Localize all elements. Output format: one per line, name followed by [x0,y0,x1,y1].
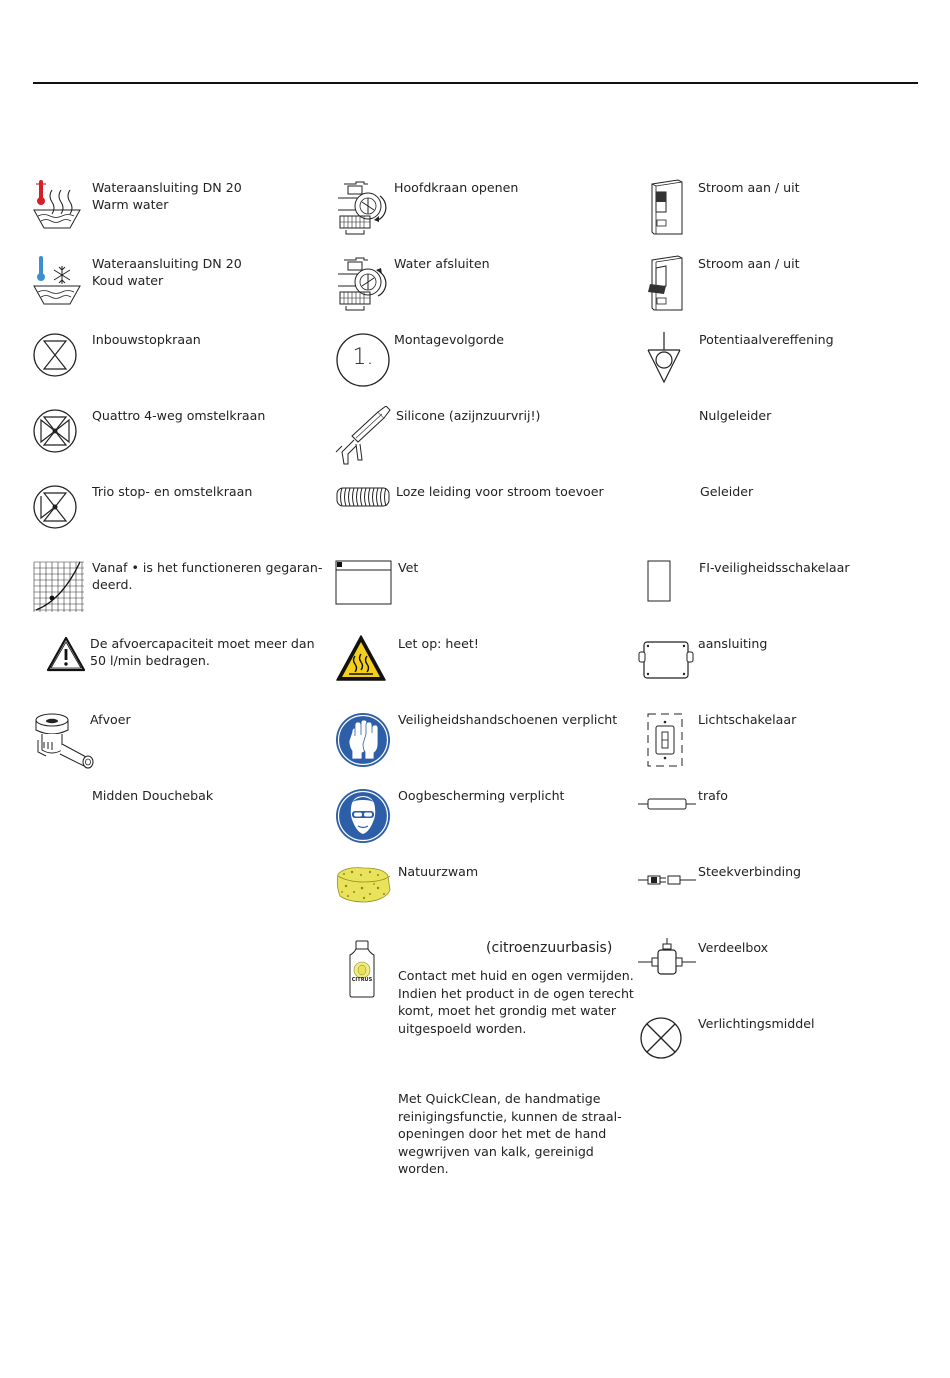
trio-valve-icon [32,484,78,530]
main-tap-close-icon [334,256,388,312]
main-tap-open-icon [334,180,388,236]
vanaf-label-1: Vanaf • is het functioneren gegaran- [92,560,323,575]
citroen-text-line-2: Indien het product in de ogen terecht [398,985,634,1001]
citroen-text-line-3: komt, moet het grondig met water [398,1003,617,1018]
cold-water-label-1: Wateraansluiting DN 20 [92,256,242,271]
potentiaal-label: Potentiaalvereffening [699,332,834,347]
quickclean-text-line-2: reinigingsfunctie, kunnen de straal- [398,1108,622,1124]
midden-douchebak-label: Midden Douchebak [92,788,214,803]
grease-icon [335,560,393,606]
trafo-label: trafo [698,788,728,803]
afvoercapaciteit-label-2: 50 l/min bedragen. [90,653,210,668]
residual-current-breaker-icon [647,560,671,602]
geleider-label: Geleider [700,484,754,499]
sponge-icon [334,864,392,906]
transformer-icon [638,796,696,812]
silicone-gun-icon [334,406,394,466]
cold-water-icon [32,254,82,310]
natuurzwam-label: Natuurzwam [398,864,479,879]
hoofdkraan-label: Hoofdkraan openen [394,180,519,195]
power-on-switch-icon [640,178,686,236]
fi-label: FI-veiligheidsschakelaar [699,560,850,575]
nulgeleider-label: Nulgeleider [699,408,772,423]
assembly-order-number: 1. [352,345,374,370]
oogbescherming-label: Oogbescherming verplicht [398,788,565,803]
plug-connection-icon [638,872,696,888]
quickclean-text-line-5: worden. [398,1161,449,1176]
verlichtingsmiddel-label: Verlichtingsmiddel [698,1016,815,1031]
drain-icon [32,712,96,770]
inbouwstopkraan-label: Inbouwstopkraan [92,332,201,347]
cold-water-label-2: Koud water [92,273,164,288]
eye-protection-mandatory-icon [335,788,391,844]
citrus-bottle-label: CITRUS [351,977,373,983]
handschoenen-label: Veiligheidshandschoenen verplicht [398,712,618,727]
warm-water-icon [32,178,82,234]
power-off-switch-icon [640,254,686,312]
stop-valve-icon [32,332,78,378]
montagevolgorde-label: Montagevolgorde [394,332,505,347]
light-switch-icon [646,712,684,768]
warm-water-label-1: Wateraansluiting DN 20 [92,180,242,195]
citrus-bottle-icon [347,940,377,998]
quickclean-text [398,1090,622,1178]
top-rule [33,82,918,84]
silicone-label: Silicone (azijnzuurvrij!) [396,408,541,423]
water-afsluiten-label: Water afsluiten [394,256,490,271]
aansluiting-label: aansluiting [698,636,768,651]
warning-triangle-icon [46,636,86,672]
citroen-heading: (citroenzuurbasis) [486,940,613,956]
citroen-text-line-1: Contact met huid en ogen vermijden. [398,968,634,983]
citroen-text [398,967,634,1037]
equipotential-icon [644,330,684,386]
quickclean-text-line-4: wegwrijven van kalk, gereinigd [398,1143,594,1159]
afvoercapaciteit-label-1: De afvoercapaciteit moet meer dan [90,636,315,651]
quickclean-text-line-3: openingen door het met de hand [398,1126,607,1141]
pressure-graph-icon [32,560,86,614]
gloves-mandatory-icon [335,712,391,768]
quattro-valve-icon [32,408,78,454]
distribution-box-icon [638,938,696,980]
quickclean-text-line-1: Met QuickClean, de handmatige [398,1091,601,1106]
stroom-uit-label: Stroom aan / uit [698,256,800,271]
conduit-icon [336,486,392,508]
citroen-text-line-4: uitgespoeld worden. [398,1020,527,1036]
steekverbinding-label: Steekverbinding [698,864,802,879]
hot-warning-icon [335,634,387,684]
lamp-icon [639,1016,683,1060]
loze-leiding-label: Loze leiding voor stroom toevoer [396,484,604,499]
let-op-label: Let op: heet! [398,636,479,651]
junction-box-icon [638,638,694,682]
lichtschakelaar-label: Lichtschakelaar [698,712,797,727]
trio-label: Trio stop- en omstelkraan [92,484,253,499]
afvoer-label: Afvoer [90,712,131,727]
warm-water-label-2: Warm water [92,197,169,212]
stroom-aan-label: Stroom aan / uit [698,180,800,195]
assembly-order-icon [335,332,391,388]
verdeelbox-label: Verdeelbox [698,940,769,955]
vanaf-label-2: deerd. [92,577,133,592]
quattro-label: Quattro 4-weg omstelkraan [92,408,266,423]
vet-label: Vet [398,560,419,575]
